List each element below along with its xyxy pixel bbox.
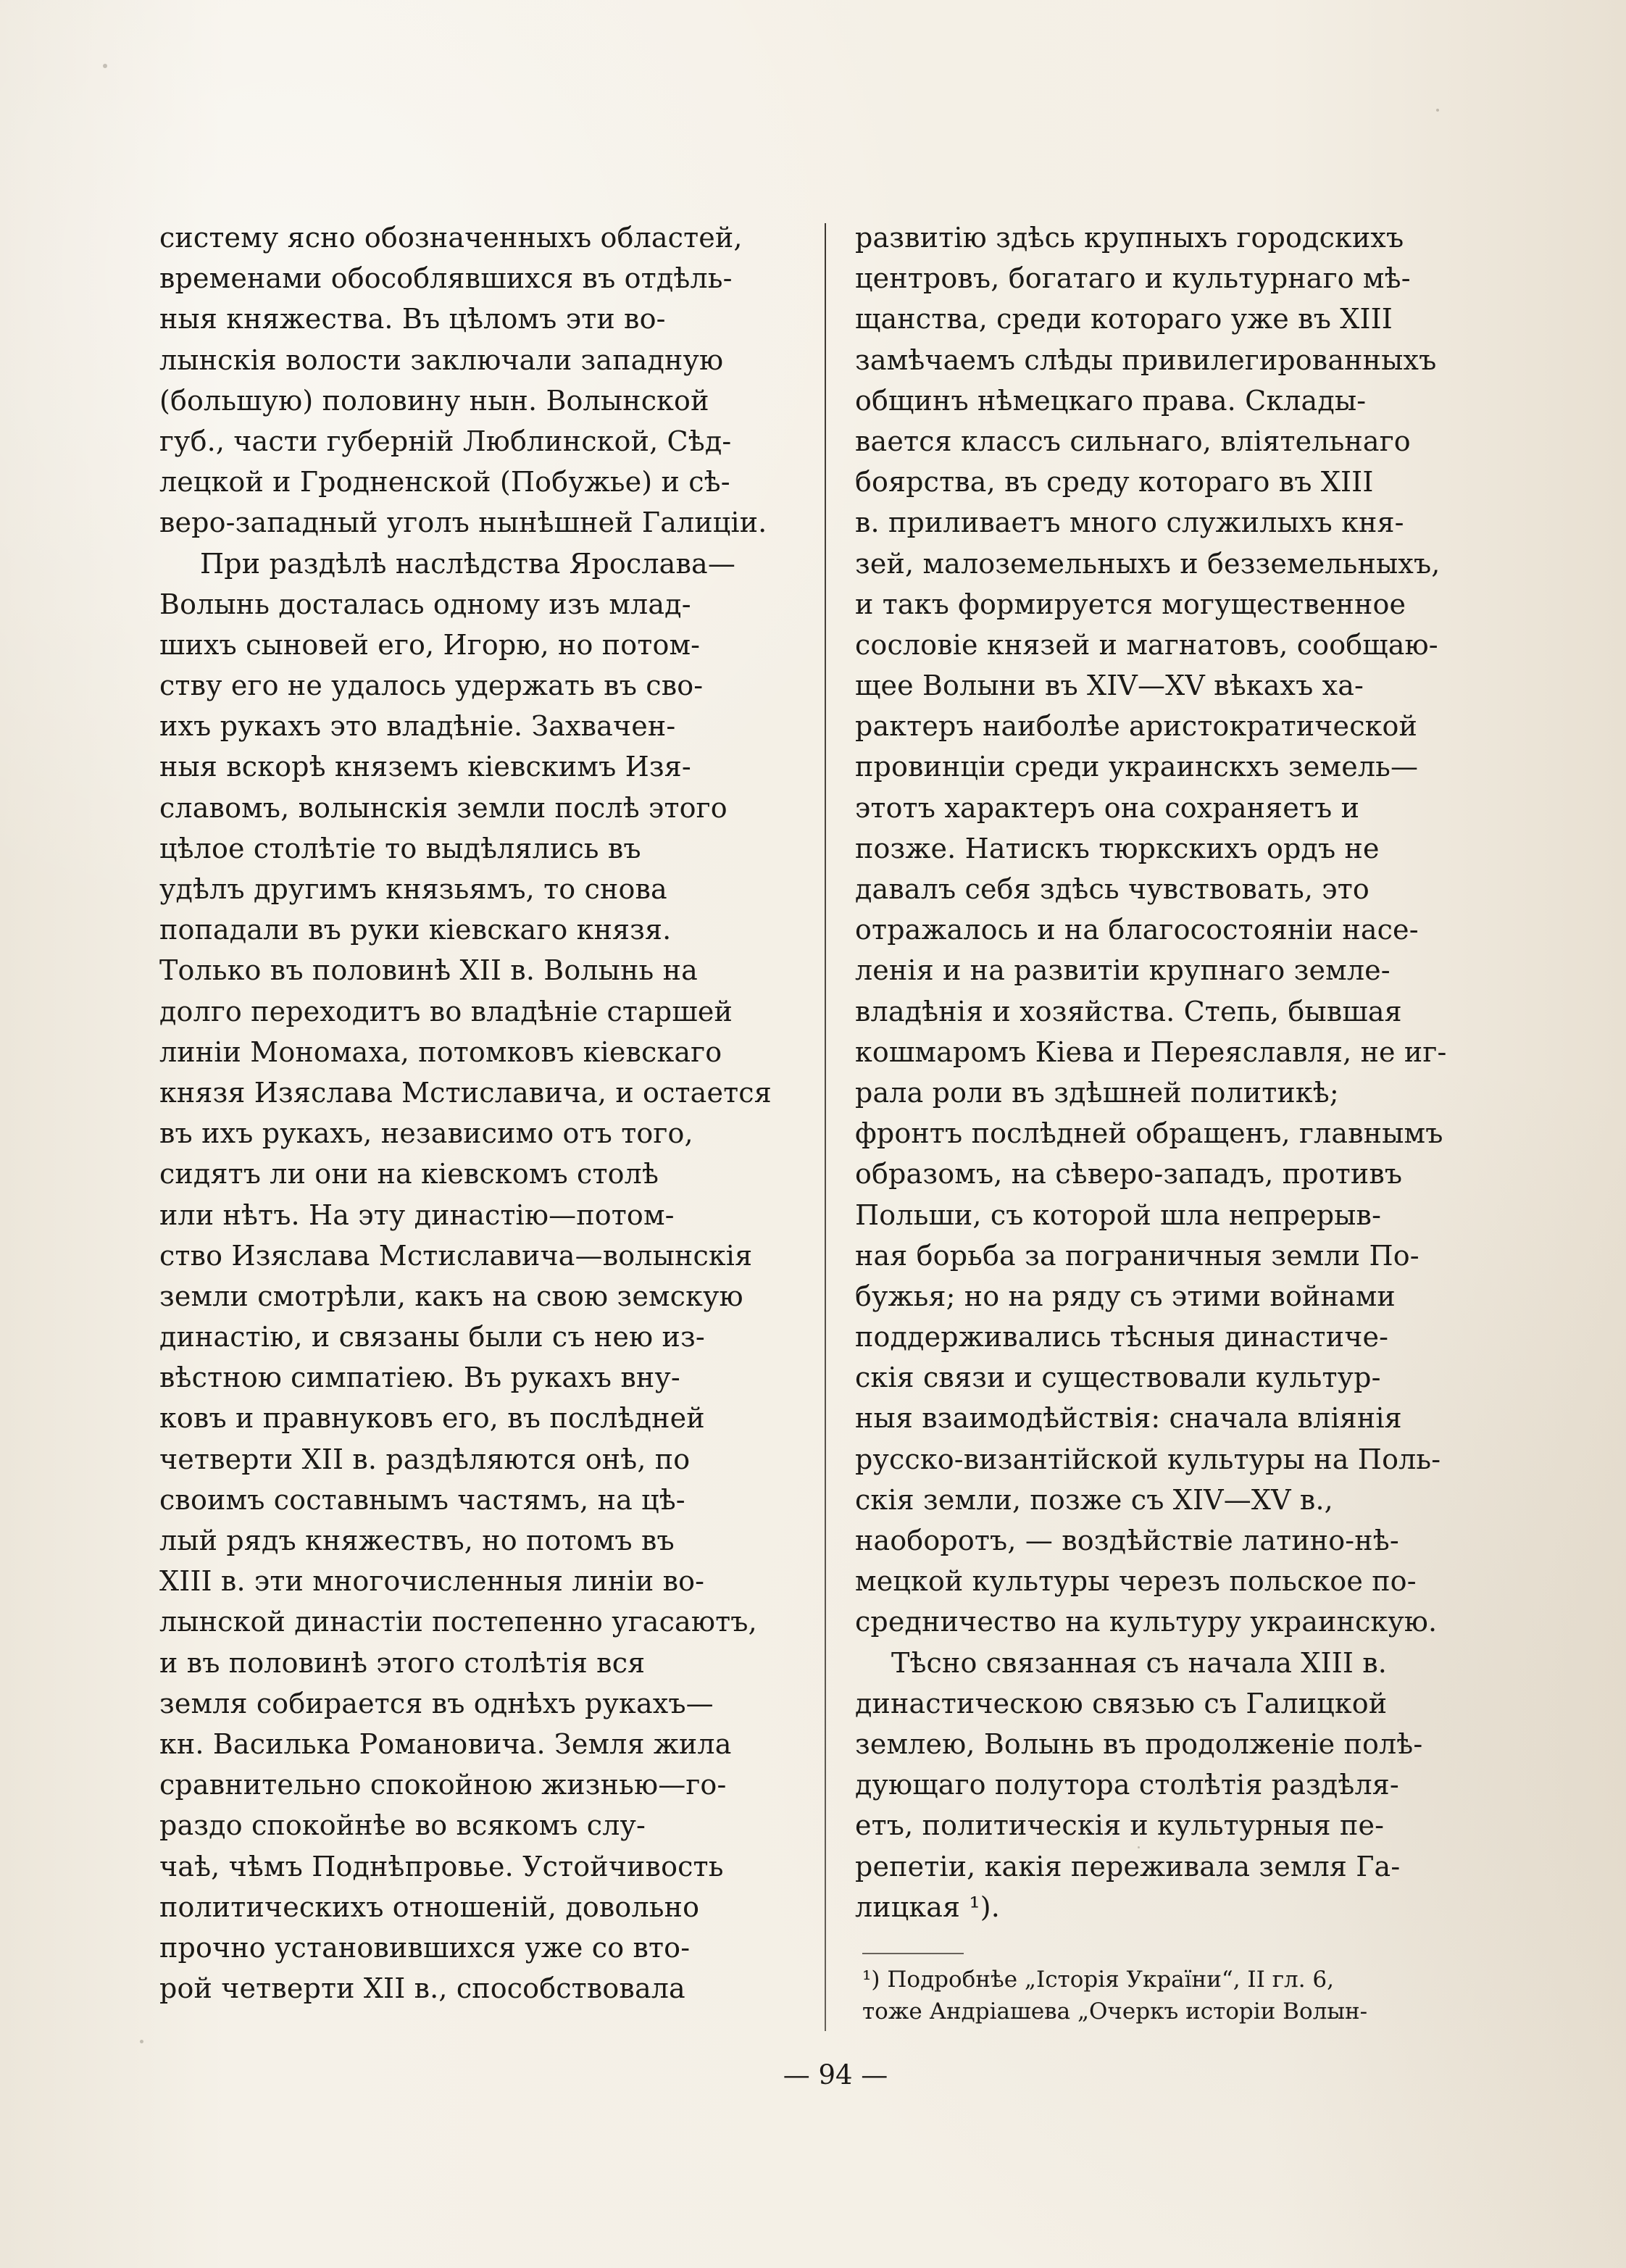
text-line: своимъ составнымъ частямъ, на цѣ- <box>159 1483 685 1516</box>
text-line: замѣчаемъ слѣды привилегированныхъ <box>855 343 1437 376</box>
text-line: прочно установившихся уже со вто- <box>159 1931 691 1964</box>
paper-speck <box>103 64 107 68</box>
text-line: скія связи и существовали культур- <box>855 1362 1381 1394</box>
text-line: этотъ характеръ она сохраняетъ и <box>855 791 1360 824</box>
text-line: князя Изяслава Мстиславича, и остается <box>159 1076 772 1109</box>
text-line: кошмаромъ Кіева и Переяславля, не иг- <box>855 1035 1447 1068</box>
text-line: систему ясно обозначенныхъ областей, <box>159 222 743 254</box>
text-line: веро-западный уголъ нынѣшней Галиціи. <box>159 506 767 539</box>
paragraph-first-line: При раздѣлѣ наслѣдства Ярослава— <box>200 547 735 580</box>
text-line: губ., части губерній Люблинской, Сѣд- <box>159 425 732 457</box>
text-line: ныя взаимодѣйствія: сначала вліянія <box>855 1402 1402 1435</box>
page-number: — 94 — <box>783 2059 888 2090</box>
text-line: репетіи, какія переживала земля Га- <box>855 1850 1401 1883</box>
text-line: бужья; но на ряду съ этими войнами <box>855 1280 1396 1312</box>
text-line: сравнительно спокойною жизнью—го- <box>159 1769 727 1801</box>
text-line: ковъ и правнуковъ его, въ послѣдней <box>159 1402 705 1435</box>
text-line: лынской династіи постепенно угасаютъ, <box>159 1606 757 1638</box>
text-line: Только въ половинѣ XII в. Волынь на <box>159 954 698 987</box>
text-line: ство Изяслава Мстиславича—волынскія <box>159 1239 753 1272</box>
text-line: центровъ, богатаго и культурнаго мѣ- <box>855 262 1411 295</box>
text-line: попадали въ руки кіевскаго князя. <box>159 914 672 946</box>
text-line: позже. Натискъ тюркскихъ ордъ не <box>855 832 1380 864</box>
text-line: раздо спокойнѣе во всякомъ слу- <box>159 1809 646 1842</box>
text-line: въ ихъ рукахъ, независимо отъ того, <box>159 1117 693 1150</box>
paper-speck <box>1436 109 1439 112</box>
text-line: временами обособлявшихся въ отдѣль- <box>159 262 733 295</box>
text-line: чаѣ, чѣмъ Поднѣпровье. Устойчивость <box>159 1850 724 1883</box>
footnote <box>862 1964 1485 2027</box>
text-line: земли смотрѣли, какъ на свою земскую <box>159 1280 743 1312</box>
text-line: ныя княжества. Въ цѣломъ эти во- <box>159 303 666 335</box>
text-line: средничество на культуру украинскую. <box>855 1606 1438 1638</box>
text-line: земля собирается въ однѣхъ рукахъ— <box>159 1687 714 1719</box>
text-line: давалъ себя здѣсь чувствовать, это <box>855 873 1369 905</box>
text-line: образомъ, на сѣверо-западъ, противъ <box>855 1158 1403 1191</box>
text-line: (большую) половину нын. Волынской <box>159 384 709 417</box>
text-line: скія земли, позже съ XIV—XV в., <box>855 1483 1333 1516</box>
text-line: русско-византійской культуры на Поль- <box>855 1443 1441 1475</box>
text-line: лецкой и Гродненской (Побужье) и сѣ- <box>159 466 730 499</box>
text-line: долго переходитъ во владѣніе старшей <box>159 995 733 1027</box>
text-line: шихъ сыновей его, Игорю, но потом- <box>159 628 701 661</box>
text-line: общинъ нѣмецкаго права. Склады- <box>855 384 1367 417</box>
text-line: вѣстною симпатіею. Въ рукахъ вну- <box>159 1362 680 1394</box>
column-divider <box>825 223 826 2031</box>
text-line: щанства, среди котораго уже въ XIII <box>855 303 1393 335</box>
right-text-column <box>855 217 1485 1927</box>
text-line: цѣлое столѣтіе то выдѣлялись въ <box>159 832 641 864</box>
text-line: отражалось и на благосостояніи насе- <box>855 914 1419 946</box>
text-line: фронтъ послѣдней обращенъ, главнымъ <box>855 1117 1443 1150</box>
text-line: политическихъ отношеній, довольно <box>159 1890 700 1923</box>
footnote-line: ¹) Подробнѣе „Історія України“, II гл. 6, <box>862 1967 1334 1993</box>
left-text-column <box>159 217 812 2009</box>
text-line: Волынь досталась одному изъ млад- <box>159 588 691 620</box>
text-line: в. приливаетъ много служилыхъ кня- <box>855 506 1404 539</box>
text-line: лицкая ¹). <box>855 1890 1000 1923</box>
text-line: етъ, политическія и культурныя пе- <box>855 1809 1385 1842</box>
text-line: провинціи среди украинскхъ земель— <box>855 751 1419 783</box>
text-line: или нѣтъ. На эту династію—потом- <box>159 1198 675 1231</box>
text-line: поддерживались тѣсныя династиче- <box>855 1321 1389 1354</box>
footnote-line: тоже Андріашева „Очеркъ исторіи Волын- <box>862 1998 1368 2025</box>
text-line: династическою связью съ Галицкой <box>855 1687 1388 1719</box>
text-line: рой четверти XII в., способствовала <box>159 1972 685 2005</box>
text-line: ихъ рукахъ это владѣніе. Захвачен- <box>159 710 676 743</box>
text-line: кн. Василька Романовича. Земля жила <box>159 1727 732 1760</box>
text-line: ная борьба за пограничныя земли По- <box>855 1239 1419 1272</box>
text-line: славомъ, волынскія земли послѣ этого <box>159 791 727 824</box>
text-line: четверти XII в. раздѣляются онѣ, по <box>159 1443 691 1475</box>
text-line: вается классъ сильнаго, вліятельнаго <box>855 425 1411 457</box>
text-line: землею, Волынь въ продолженіе полѣ- <box>855 1727 1423 1760</box>
text-line: наоборотъ, — воздѣйствіе латино-нѣ- <box>855 1525 1399 1556</box>
text-line: развитію здѣсь крупныхъ городскихъ <box>855 222 1404 254</box>
text-line: ству его не удалось удержать въ сво- <box>159 670 704 702</box>
text-line: сословіе князей и магнатовъ, сообщаю- <box>855 628 1438 661</box>
text-line: щее Волыни въ XIV—XV вѣкахъ ха- <box>855 670 1364 702</box>
text-line: сидятъ ли они на кіевскомъ столѣ <box>159 1158 659 1191</box>
footnote-separator <box>862 1953 964 1954</box>
paper-speck <box>1138 1846 1140 1848</box>
text-line: лынскія волости заключали западную <box>159 343 724 376</box>
text-line: линіи Мономаха, потомковъ кіевскаго <box>159 1035 722 1068</box>
text-line: мецкой культуры черезъ польское по- <box>855 1565 1417 1598</box>
text-line: боярства, въ среду котораго въ XIII <box>855 466 1374 499</box>
text-line: ныя вскорѣ княземъ кіевскимъ Изя- <box>159 751 691 783</box>
text-line: лый рядъ княжествъ, но потомъ въ <box>159 1525 675 1556</box>
text-line: и такъ формируется могущественное <box>855 588 1406 620</box>
text-line: рактеръ наиболѣе аристократической <box>855 710 1418 743</box>
text-line: владѣнія и хозяйства. Степь, бывшая <box>855 995 1402 1027</box>
text-line: удѣлъ другимъ князьямъ, то снова <box>159 873 667 905</box>
paragraph-first-line: Тѣсно связанная съ начала XIII в. <box>891 1646 1387 1679</box>
text-line: дующаго полутора столѣтія раздѣля- <box>855 1769 1399 1801</box>
text-line: рала роли въ здѣшней политикѣ; <box>855 1076 1339 1109</box>
text-line: зей, малоземельныхъ и безземельныхъ, <box>855 547 1441 580</box>
text-line: ленія и на развитіи крупнаго земле- <box>855 954 1391 987</box>
paper-speck <box>140 2040 143 2043</box>
text-line: и въ половинѣ этого столѣтія вся <box>159 1646 646 1679</box>
text-line: Польши, съ которой шла непрерыв- <box>855 1198 1382 1231</box>
text-line: династію, и связаны были съ нею из- <box>159 1321 705 1354</box>
text-line: XIII в. эти многочисленныя линіи во- <box>159 1565 705 1598</box>
